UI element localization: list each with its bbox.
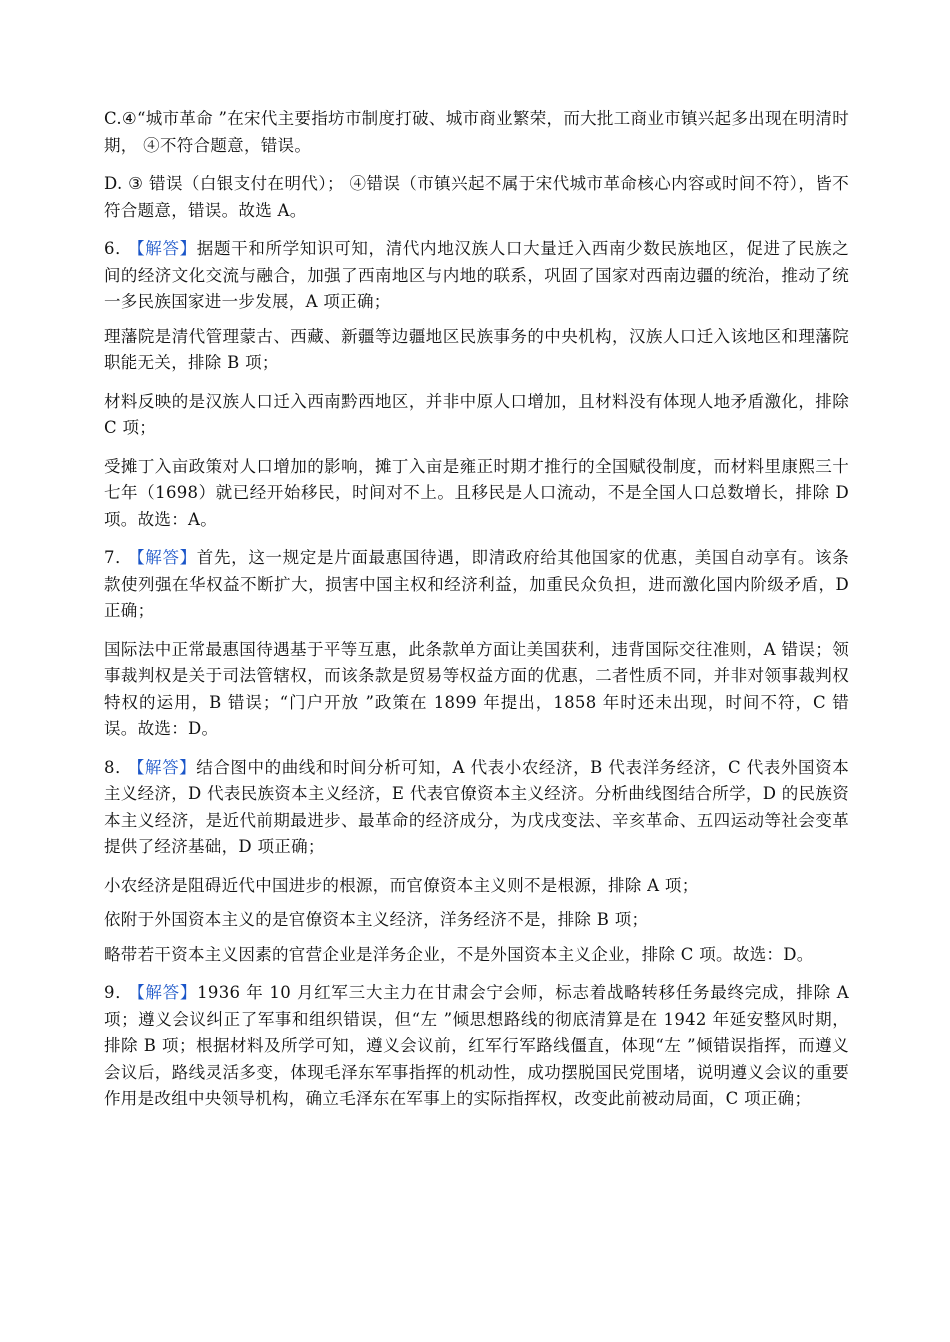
- answer-tag: 【解答】: [136, 757, 197, 777]
- answer-text: 1936 年 10 月红军三大主力在甘肃会宁会师，标志着战略转移任务最终完成，排除 A 项；遵义会议纠正了军事和组织错误，但“左 ”倾思想路线的彻底清算是在 1942 年延安整风时期，排除 B 项；根据材料及所学可知，遵义会议前，红军行军路线僵直，体现“左 ”倾错误指挥，而遵义会议后，路线灵活多变，体现毛泽东军事指挥的机动性，成功摆脱国民党围堵，说明遵义会议的重要作用是改组中央领导机构，确立毛泽东在军事上的实际指挥权，改变此前被动局面，C 项正确；: [104, 983, 849, 1108]
- answer-9-paragraph: [104, 980, 849, 1113]
- answer-text: 结合图中的曲线和时间分析可知，A 代表小农经济，B 代表洋务经济，C 代表外国资本主义经济，D 代表民族资本主义经济，E 代表官僚资本主义经济。分析曲线图结合所学，D 的民族资本主义经济，是近代前期最进步、最革命的经济成分，为戊戌变法、辛亥革命、五四运动等社会变革提供了经济基础，D 项正确；: [104, 757, 849, 856]
- answer-7-options: 国际法中正常最惠国待遇基于平等互惠，此条款单方面让美国获利，违背国际交往准则，A 错误；领事裁判权是关于司法管辖权，而该条款是贸易等权益方面的优惠，二者性质不同，并非对领事裁判权特权的运用，B 错误；“门户开放 ”政策在 1899 年提出，1858 年时还未出现，时间不符，C 错误。故选：D。: [104, 639, 849, 738]
- document-page: [104, 106, 849, 1125]
- option-d-paragraph: D. ③ 错误（白银支付在明代）； ④错误（市镇兴起不属于宋代城市革命核心内容或时间不符），皆不符合题意，错误。故选 A。: [104, 174, 849, 220]
- answer-8-paragraph: [104, 755, 849, 861]
- answer-tag: 【解答】: [136, 548, 197, 567]
- answer-6-paragraph: [104, 236, 849, 316]
- option-c-paragraph: C.④“城市革命 ”在宋代主要指坊市制度打破、城市商业繁荣，而大批工商业市镇兴起多出现在明清时期， ④不符合题意，错误。: [104, 109, 849, 155]
- question-number: 9．: [104, 983, 133, 1002]
- answer-text: 据题干和所学知识可知，清代内地汉族人口大量迁入西南少数民族地区，促进了民族之间的经济文化交流与融合，加强了西南地区与内地的联系，巩固了国家对西南边疆的统治，推动了统一多民族国家进一步发展，A 项正确；: [104, 239, 849, 311]
- question-number: 8．: [104, 757, 133, 777]
- question-number: 6．: [104, 239, 133, 258]
- answer-7-paragraph: [104, 545, 849, 625]
- answer-tag: 【解答】: [136, 983, 198, 1002]
- answer-6-option-d: 受摊丁入亩政策对人口增加的影响，摊丁入亩是雍正时期才推行的全国赋役制度，而材料里康熙三十七年（1698）就已经开始移民，时间对不上。且移民是人口流动，不是全国人口总数增长，排除 D 项。故选：A。: [104, 456, 849, 529]
- answer-8-option-c: 略带若干资本主义因素的官营企业是洋务企业，不是外国资本主义企业，排除 C 项。故选：D。: [104, 944, 814, 964]
- answer-8-option-b: 依附于外国资本主义的是官僚资本主义经济，洋务经济不是，排除 B 项；: [104, 910, 649, 929]
- answer-6-option-c: 材料反映的是汉族人口迁入西南黔西地区，并非中原人口增加，且材料没有体现人地矛盾激化，排除 C 项；: [104, 391, 849, 437]
- question-number: 7．: [104, 548, 133, 567]
- answer-tag: 【解答】: [136, 239, 197, 258]
- answer-text: 首先，这一规定是片面最惠国待遇，即清政府给其他国家的优惠，美国自动享有。该条款使列强在华权益不断扩大，损害中国主权和经济利益，加重民众负担，进而激化国内阶级矛盾，D 正确；: [104, 548, 849, 620]
- answer-8-option-a: 小农经济是阻碍近代中国进步的根源，而官僚资本主义则不是根源，排除 A 项；: [104, 875, 699, 895]
- answer-6-option-b: 理藩院是清代管理蒙古、西藏、新疆等边疆地区民族事务的中央机构，汉族人口迁入该地区和理藩院职能无关，排除 B 项；: [104, 326, 849, 372]
